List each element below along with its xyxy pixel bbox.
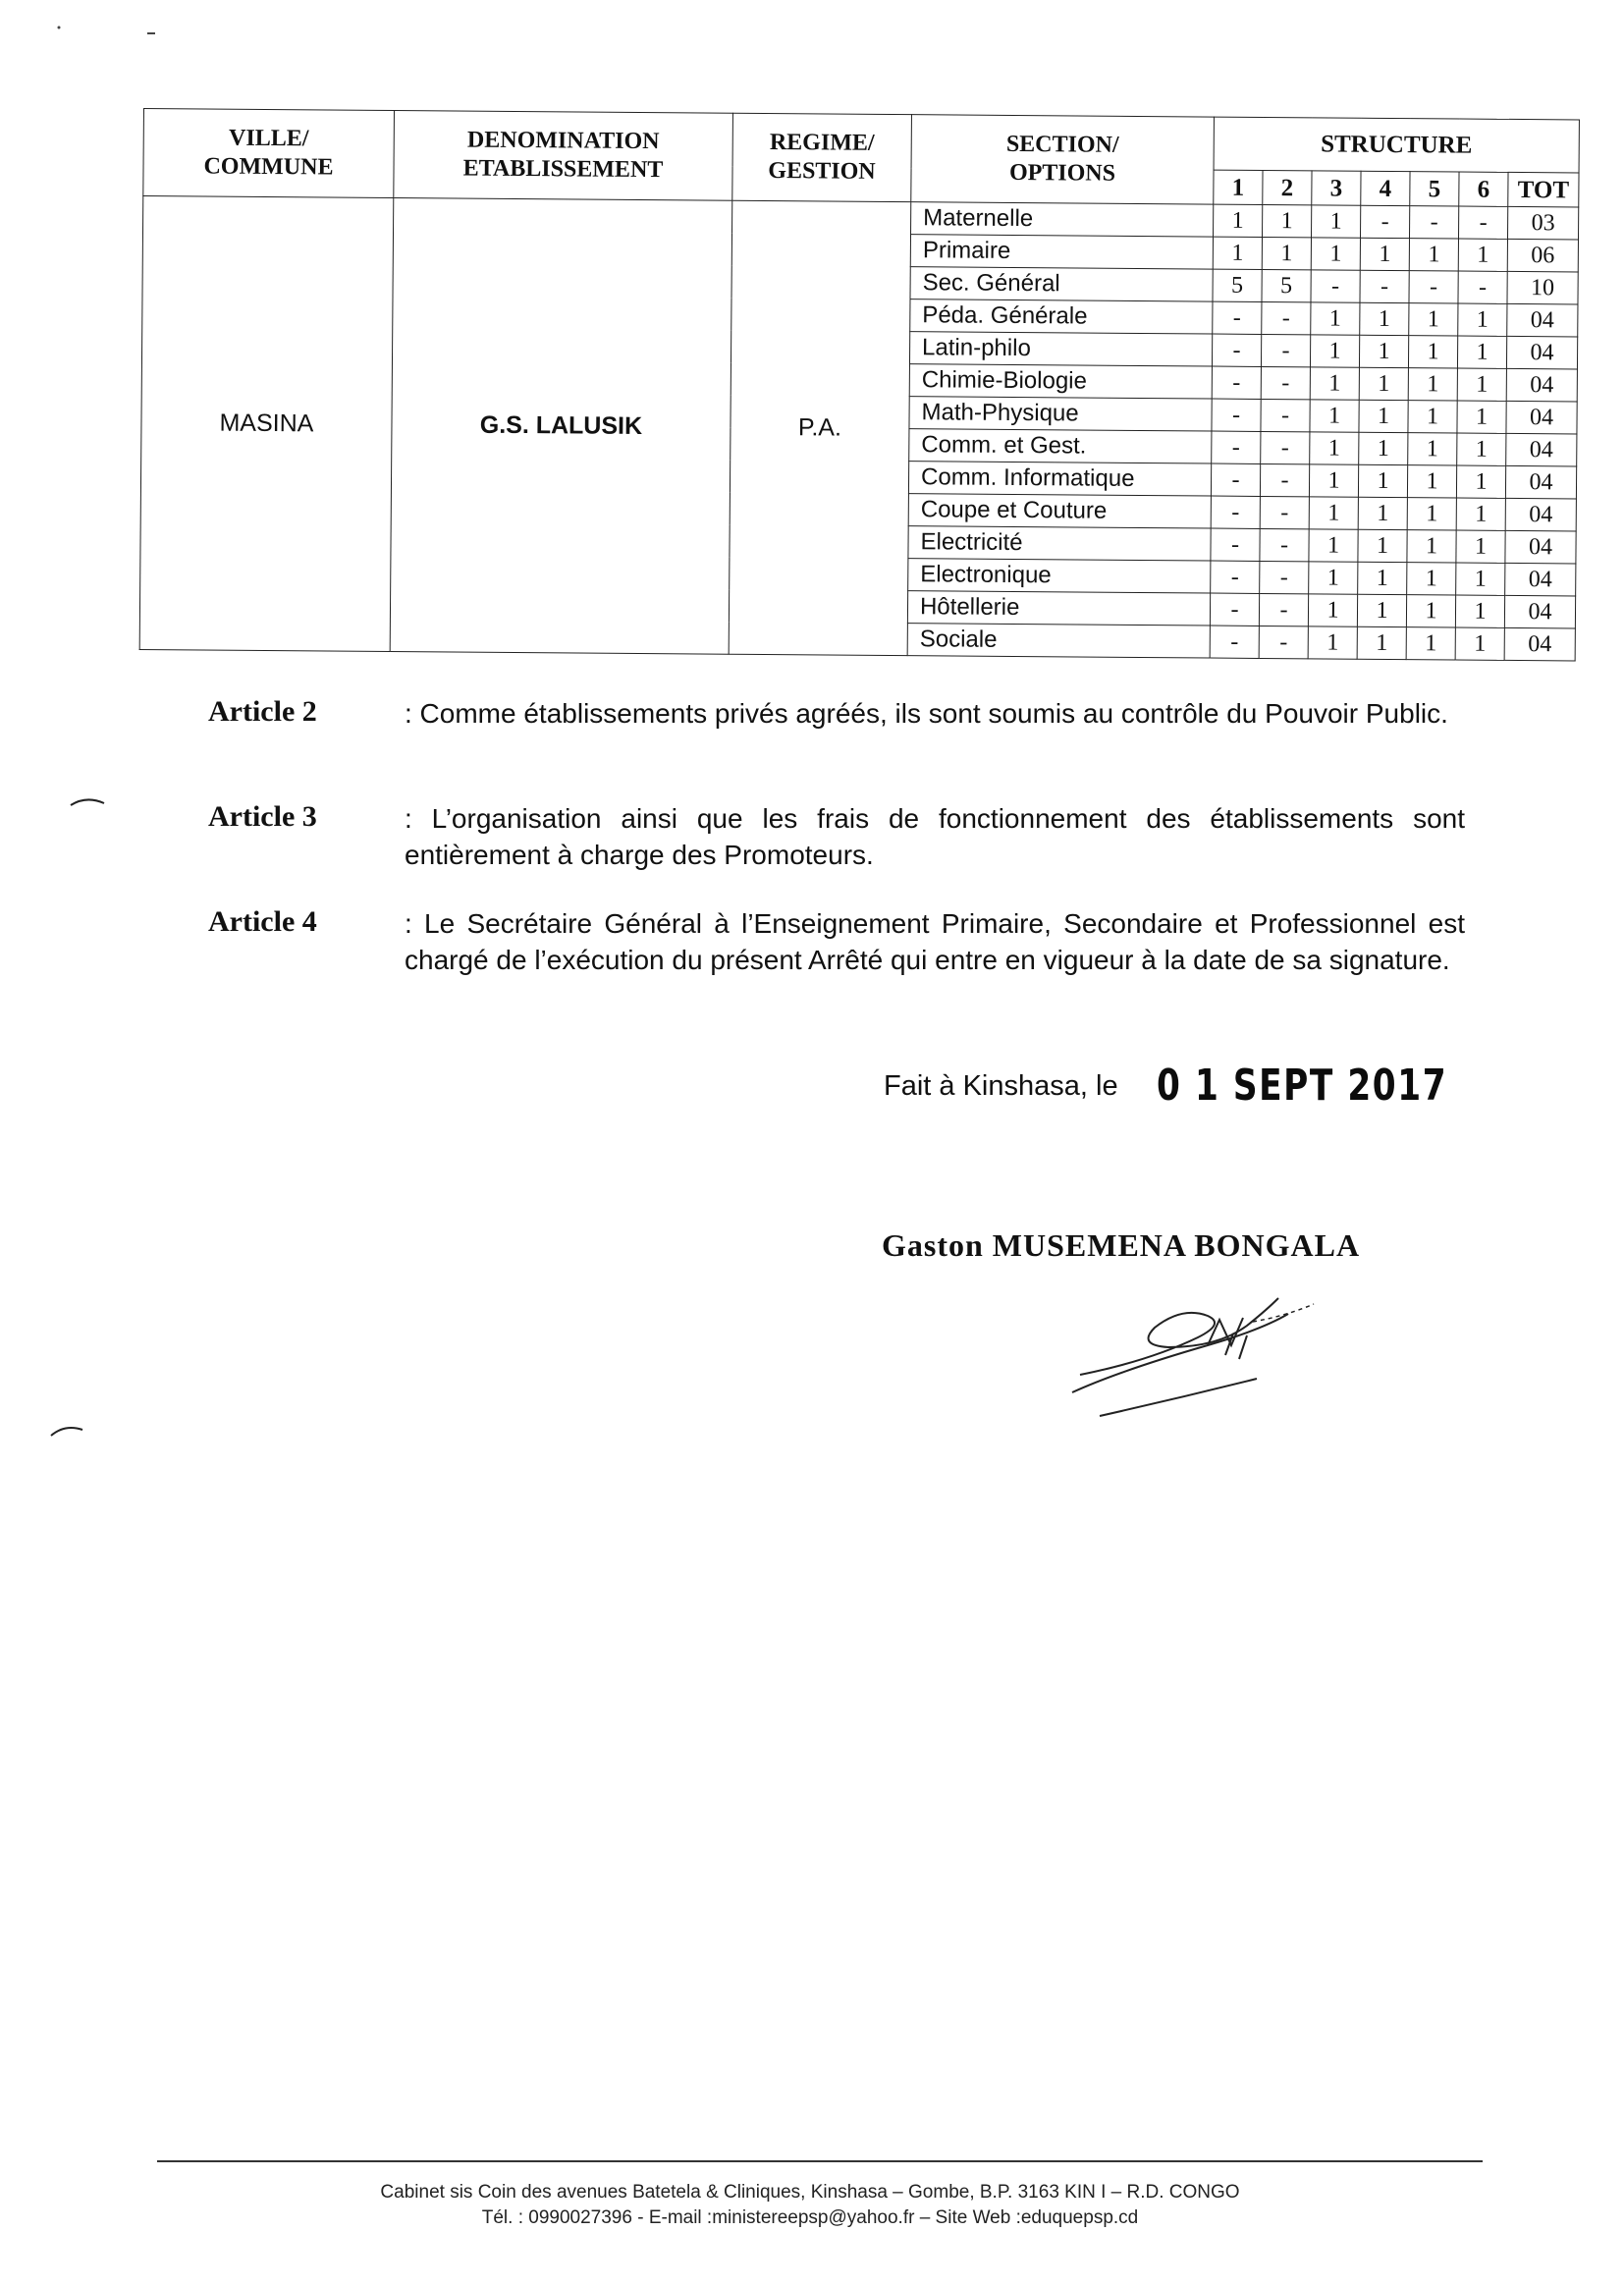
level-cell: 1 bbox=[1359, 432, 1408, 464]
level-cell: 1 bbox=[1456, 530, 1505, 563]
level-cell: 1 bbox=[1357, 626, 1406, 659]
total-cell: 03 bbox=[1507, 206, 1578, 240]
level-cell: - bbox=[1409, 271, 1458, 303]
total-cell: 04 bbox=[1506, 401, 1577, 434]
section-cell: Coupe et Couture bbox=[908, 494, 1211, 528]
place-and-date-label: Fait à Kinshasa, le bbox=[884, 1070, 1118, 1102]
header-level-2: 2 bbox=[1263, 170, 1312, 204]
header-section: SECTION/ OPTIONS bbox=[911, 115, 1215, 204]
signatory-name: Gaston MUSEMENA BONGALA bbox=[882, 1227, 1361, 1263]
level-cell: 1 bbox=[1309, 464, 1358, 497]
header-level-6: 6 bbox=[1459, 172, 1508, 206]
level-cell: - bbox=[1259, 593, 1308, 626]
level-cell: 1 bbox=[1407, 465, 1456, 498]
header-level-3: 3 bbox=[1312, 171, 1361, 205]
structure-table bbox=[139, 108, 1580, 661]
total-cell: 04 bbox=[1507, 303, 1578, 337]
level-cell: 1 bbox=[1311, 302, 1360, 335]
level-cell: 1 bbox=[1457, 401, 1506, 433]
level-cell: 1 bbox=[1310, 400, 1359, 432]
level-cell: 1 bbox=[1309, 497, 1358, 529]
level-cell: 1 bbox=[1456, 563, 1505, 595]
level-cell: 1 bbox=[1407, 530, 1456, 563]
scan-mark-top bbox=[39, 20, 167, 39]
level-cell: 1 bbox=[1456, 465, 1505, 498]
article-label: Article 2 bbox=[208, 695, 317, 728]
handwritten-signature bbox=[1060, 1277, 1335, 1424]
footer-contact: Tél. : 0990027396 - E-mail :ministereepsp@yahoo.fr – Site Web :eduquepsp.cd bbox=[481, 2207, 1139, 2228]
article-text: : L’organisation ainsi que les frais de fonctionnement des établissements sont entièrement à charge des Promoteurs. bbox=[405, 803, 1465, 870]
article-4 bbox=[208, 905, 1465, 978]
level-cell: 1 bbox=[1458, 239, 1507, 271]
level-cell: - bbox=[1360, 270, 1409, 302]
level-cell: - bbox=[1212, 399, 1261, 431]
level-cell: - bbox=[1211, 528, 1260, 561]
level-cell: 1 bbox=[1312, 205, 1361, 238]
article-2 bbox=[208, 695, 1465, 732]
level-cell: - bbox=[1212, 431, 1261, 463]
total-cell: 04 bbox=[1505, 498, 1576, 531]
level-cell: - bbox=[1211, 496, 1260, 528]
total-cell: 04 bbox=[1506, 368, 1577, 402]
level-cell: 1 bbox=[1358, 562, 1407, 594]
total-cell: 04 bbox=[1505, 465, 1576, 499]
total-cell: 04 bbox=[1506, 433, 1577, 466]
level-cell: - bbox=[1210, 626, 1259, 658]
section-cell: Péda. Générale bbox=[910, 299, 1213, 334]
level-cell: 1 bbox=[1357, 594, 1406, 626]
level-cell: 1 bbox=[1214, 204, 1263, 237]
level-cell: - bbox=[1360, 205, 1409, 238]
level-cell: - bbox=[1261, 366, 1310, 399]
level-cell: - bbox=[1260, 528, 1309, 561]
total-cell: 04 bbox=[1505, 530, 1576, 564]
level-cell: - bbox=[1212, 334, 1261, 366]
section-cell: Hôtellerie bbox=[907, 591, 1210, 626]
header-denomination: DENOMINATION ETABLISSEMENT bbox=[394, 111, 733, 201]
section-cell: Sociale bbox=[907, 624, 1210, 658]
section-cell: Maternelle bbox=[911, 202, 1214, 237]
level-cell: - bbox=[1213, 301, 1262, 334]
header-total: TOT bbox=[1508, 172, 1579, 207]
level-cell: 1 bbox=[1456, 498, 1505, 530]
level-cell: 1 bbox=[1407, 563, 1456, 595]
level-cell: 1 bbox=[1311, 238, 1360, 270]
level-cell: 1 bbox=[1310, 367, 1359, 400]
date-stamp: 0 1 SEPT 2017 bbox=[1157, 1061, 1448, 1111]
level-cell: 1 bbox=[1455, 595, 1504, 627]
level-cell: 1 bbox=[1308, 626, 1357, 659]
total-cell: 04 bbox=[1504, 627, 1575, 661]
level-cell: 1 bbox=[1455, 627, 1504, 660]
level-cell: 1 bbox=[1408, 401, 1457, 433]
level-cell: 5 bbox=[1213, 269, 1262, 301]
article-text: : Comme établissements privés agréés, ils sont soumis au contrôle du Pouvoir Public. bbox=[405, 698, 1448, 729]
level-cell: 1 bbox=[1457, 336, 1506, 368]
level-cell: 1 bbox=[1213, 237, 1262, 269]
level-cell: 1 bbox=[1359, 367, 1408, 400]
level-cell: 1 bbox=[1262, 237, 1311, 269]
section-cell: Comm. Informatique bbox=[908, 462, 1211, 496]
level-cell: - bbox=[1260, 496, 1309, 528]
level-cell: 1 bbox=[1408, 433, 1457, 465]
total-cell: 06 bbox=[1507, 239, 1578, 272]
header-level-4: 4 bbox=[1361, 171, 1410, 205]
section-cell: Comm. et Gest. bbox=[909, 429, 1212, 463]
level-cell: 5 bbox=[1262, 269, 1311, 301]
level-cell: 1 bbox=[1458, 303, 1507, 336]
level-cell: - bbox=[1212, 366, 1261, 399]
level-cell: 1 bbox=[1408, 368, 1457, 401]
level-cell: 1 bbox=[1407, 498, 1456, 530]
level-cell: 1 bbox=[1360, 302, 1409, 335]
article-label: Article 3 bbox=[208, 800, 317, 833]
level-cell: 1 bbox=[1457, 368, 1506, 401]
level-cell: 1 bbox=[1359, 335, 1408, 367]
total-cell: 04 bbox=[1505, 563, 1576, 596]
total-cell: 10 bbox=[1507, 271, 1578, 304]
regime-cell: P.A. bbox=[729, 200, 911, 655]
level-cell: 1 bbox=[1309, 529, 1358, 562]
level-cell: 1 bbox=[1360, 238, 1409, 270]
level-cell: 1 bbox=[1308, 594, 1357, 626]
article-3 bbox=[208, 800, 1465, 873]
level-cell: 1 bbox=[1457, 433, 1506, 465]
level-cell: - bbox=[1409, 206, 1458, 239]
level-cell: 1 bbox=[1309, 562, 1358, 594]
level-cell: 1 bbox=[1409, 303, 1458, 336]
level-cell: 1 bbox=[1358, 497, 1407, 529]
section-cell: Electricité bbox=[908, 526, 1211, 561]
footer-address: Cabinet sis Coin des avenues Batetela & Cliniques, Kinshasa – Gombe, B.P. 3163 KIN I – R.D. CONGO bbox=[380, 2182, 1240, 2203]
ville-cell: MASINA bbox=[139, 196, 394, 652]
header-level-5: 5 bbox=[1410, 172, 1459, 206]
level-cell: - bbox=[1211, 463, 1260, 496]
header-structure: STRUCTURE bbox=[1214, 117, 1579, 173]
level-cell: - bbox=[1260, 463, 1309, 496]
level-cell: 1 bbox=[1310, 432, 1359, 464]
level-cell: - bbox=[1211, 561, 1260, 593]
level-cell: - bbox=[1210, 593, 1259, 626]
level-cell: - bbox=[1261, 431, 1310, 463]
total-cell: 04 bbox=[1506, 336, 1577, 369]
level-cell: 1 bbox=[1359, 400, 1408, 432]
level-cell: - bbox=[1458, 206, 1507, 239]
level-cell: 1 bbox=[1358, 464, 1407, 497]
section-cell: Sec. Général bbox=[910, 267, 1213, 301]
level-cell: 1 bbox=[1358, 529, 1407, 562]
total-cell: 04 bbox=[1504, 595, 1575, 628]
level-cell: 1 bbox=[1406, 627, 1455, 660]
level-cell: 1 bbox=[1406, 595, 1455, 627]
level-cell: - bbox=[1260, 561, 1309, 593]
header-ville: VILLE/ COMMUNE bbox=[143, 109, 395, 198]
scan-mark-left-2 bbox=[49, 1424, 88, 1438]
header-level-1: 1 bbox=[1214, 170, 1263, 204]
level-cell: - bbox=[1259, 626, 1308, 658]
section-cell: Math-Physique bbox=[909, 397, 1212, 431]
level-cell: - bbox=[1311, 270, 1360, 302]
level-cell: - bbox=[1261, 334, 1310, 366]
level-cell: - bbox=[1262, 301, 1311, 334]
article-text: : Le Secrétaire Général à l’Enseignement Primaire, Secondaire et Professionnel est chargé de l’exécution du présent Arrêté qui entre en vigueur à la date de sa signature. bbox=[405, 908, 1465, 975]
scan-mark-left-1 bbox=[69, 795, 108, 809]
header-regime: REGIME/ GESTION bbox=[732, 113, 912, 201]
level-cell: 1 bbox=[1408, 336, 1457, 368]
footer-rule bbox=[157, 2160, 1483, 2162]
article-label: Article 4 bbox=[208, 905, 317, 938]
level-cell: - bbox=[1261, 399, 1310, 431]
etablissement-cell: G.S. LALUSIK bbox=[390, 198, 732, 655]
level-cell: - bbox=[1458, 271, 1507, 303]
section-cell: Latin-philo bbox=[909, 332, 1212, 366]
level-cell: 1 bbox=[1310, 335, 1359, 367]
section-cell: Primaire bbox=[910, 235, 1213, 269]
level-cell: 1 bbox=[1409, 239, 1458, 271]
level-cell: 1 bbox=[1263, 204, 1312, 237]
structure-table-body bbox=[139, 196, 1579, 661]
section-cell: Electronique bbox=[908, 559, 1211, 593]
section-cell: Chimie-Biologie bbox=[909, 364, 1212, 399]
